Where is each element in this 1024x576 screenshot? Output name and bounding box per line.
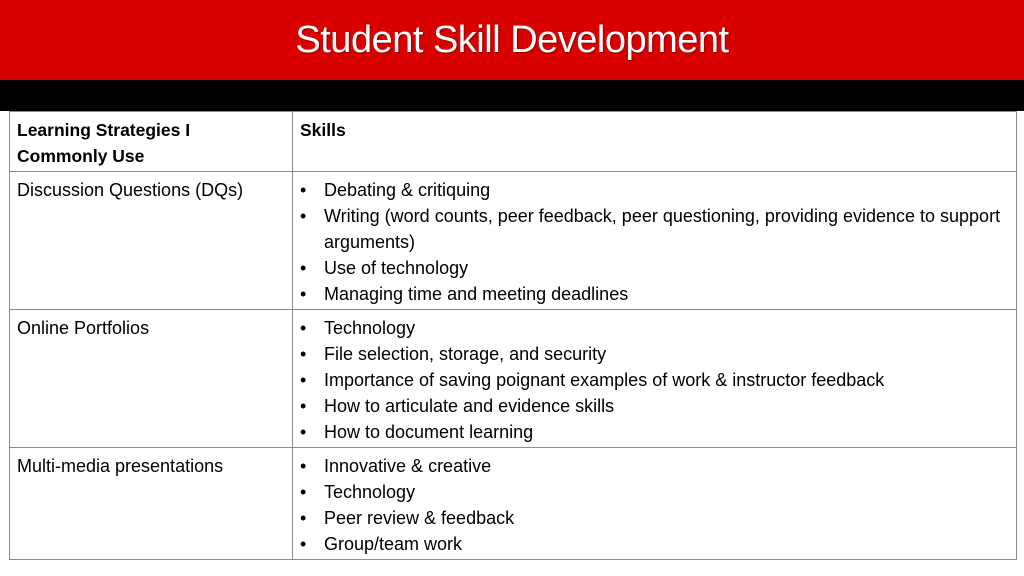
skills-table	[9, 111, 1017, 560]
table-row	[10, 310, 1017, 448]
skill-item: • Group/team work	[300, 531, 1009, 557]
skills-list	[300, 177, 1009, 307]
skill-item: • How to articulate and evidence skills	[300, 393, 1009, 419]
header-strategies: Learning Strategies I Commonly Use	[10, 112, 293, 172]
skill-item: • Technology	[300, 315, 1009, 341]
skills-list	[300, 453, 1009, 557]
table-header-row	[10, 112, 1017, 172]
title-bar	[0, 0, 1024, 80]
strategy-cell: Discussion Questions (DQs)	[10, 172, 293, 310]
skill-item: • Peer review & feedback	[300, 505, 1009, 531]
skill-item: • Use of technology	[300, 255, 1009, 281]
title-underline-band	[0, 80, 1024, 111]
skill-item: • How to document learning	[300, 419, 1009, 445]
strategy-cell: Multi-media presentations	[10, 448, 293, 560]
skill-item: • File selection, storage, and security	[300, 341, 1009, 367]
skill-item: • Managing time and meeting deadlines	[300, 281, 1009, 307]
skill-item: • Writing (word counts, peer feedback, peer questioning, providing evidence to support arguments)	[300, 203, 1009, 255]
table-row	[10, 172, 1017, 310]
header-skills: Skills	[293, 112, 1017, 172]
table-row	[10, 448, 1017, 560]
strategy-cell: Online Portfolios	[10, 310, 293, 448]
skills-cell	[293, 310, 1017, 448]
skill-item: • Innovative & creative	[300, 453, 1009, 479]
slide-title: Student Skill Development	[295, 18, 729, 61]
skills-list	[300, 315, 1009, 445]
skills-cell	[293, 172, 1017, 310]
skills-cell	[293, 448, 1017, 560]
skill-item: • Importance of saving poignant examples of work & instructor feedback	[300, 367, 1009, 393]
skill-item: • Debating & critiquing	[300, 177, 1009, 203]
skill-item: • Technology	[300, 479, 1009, 505]
